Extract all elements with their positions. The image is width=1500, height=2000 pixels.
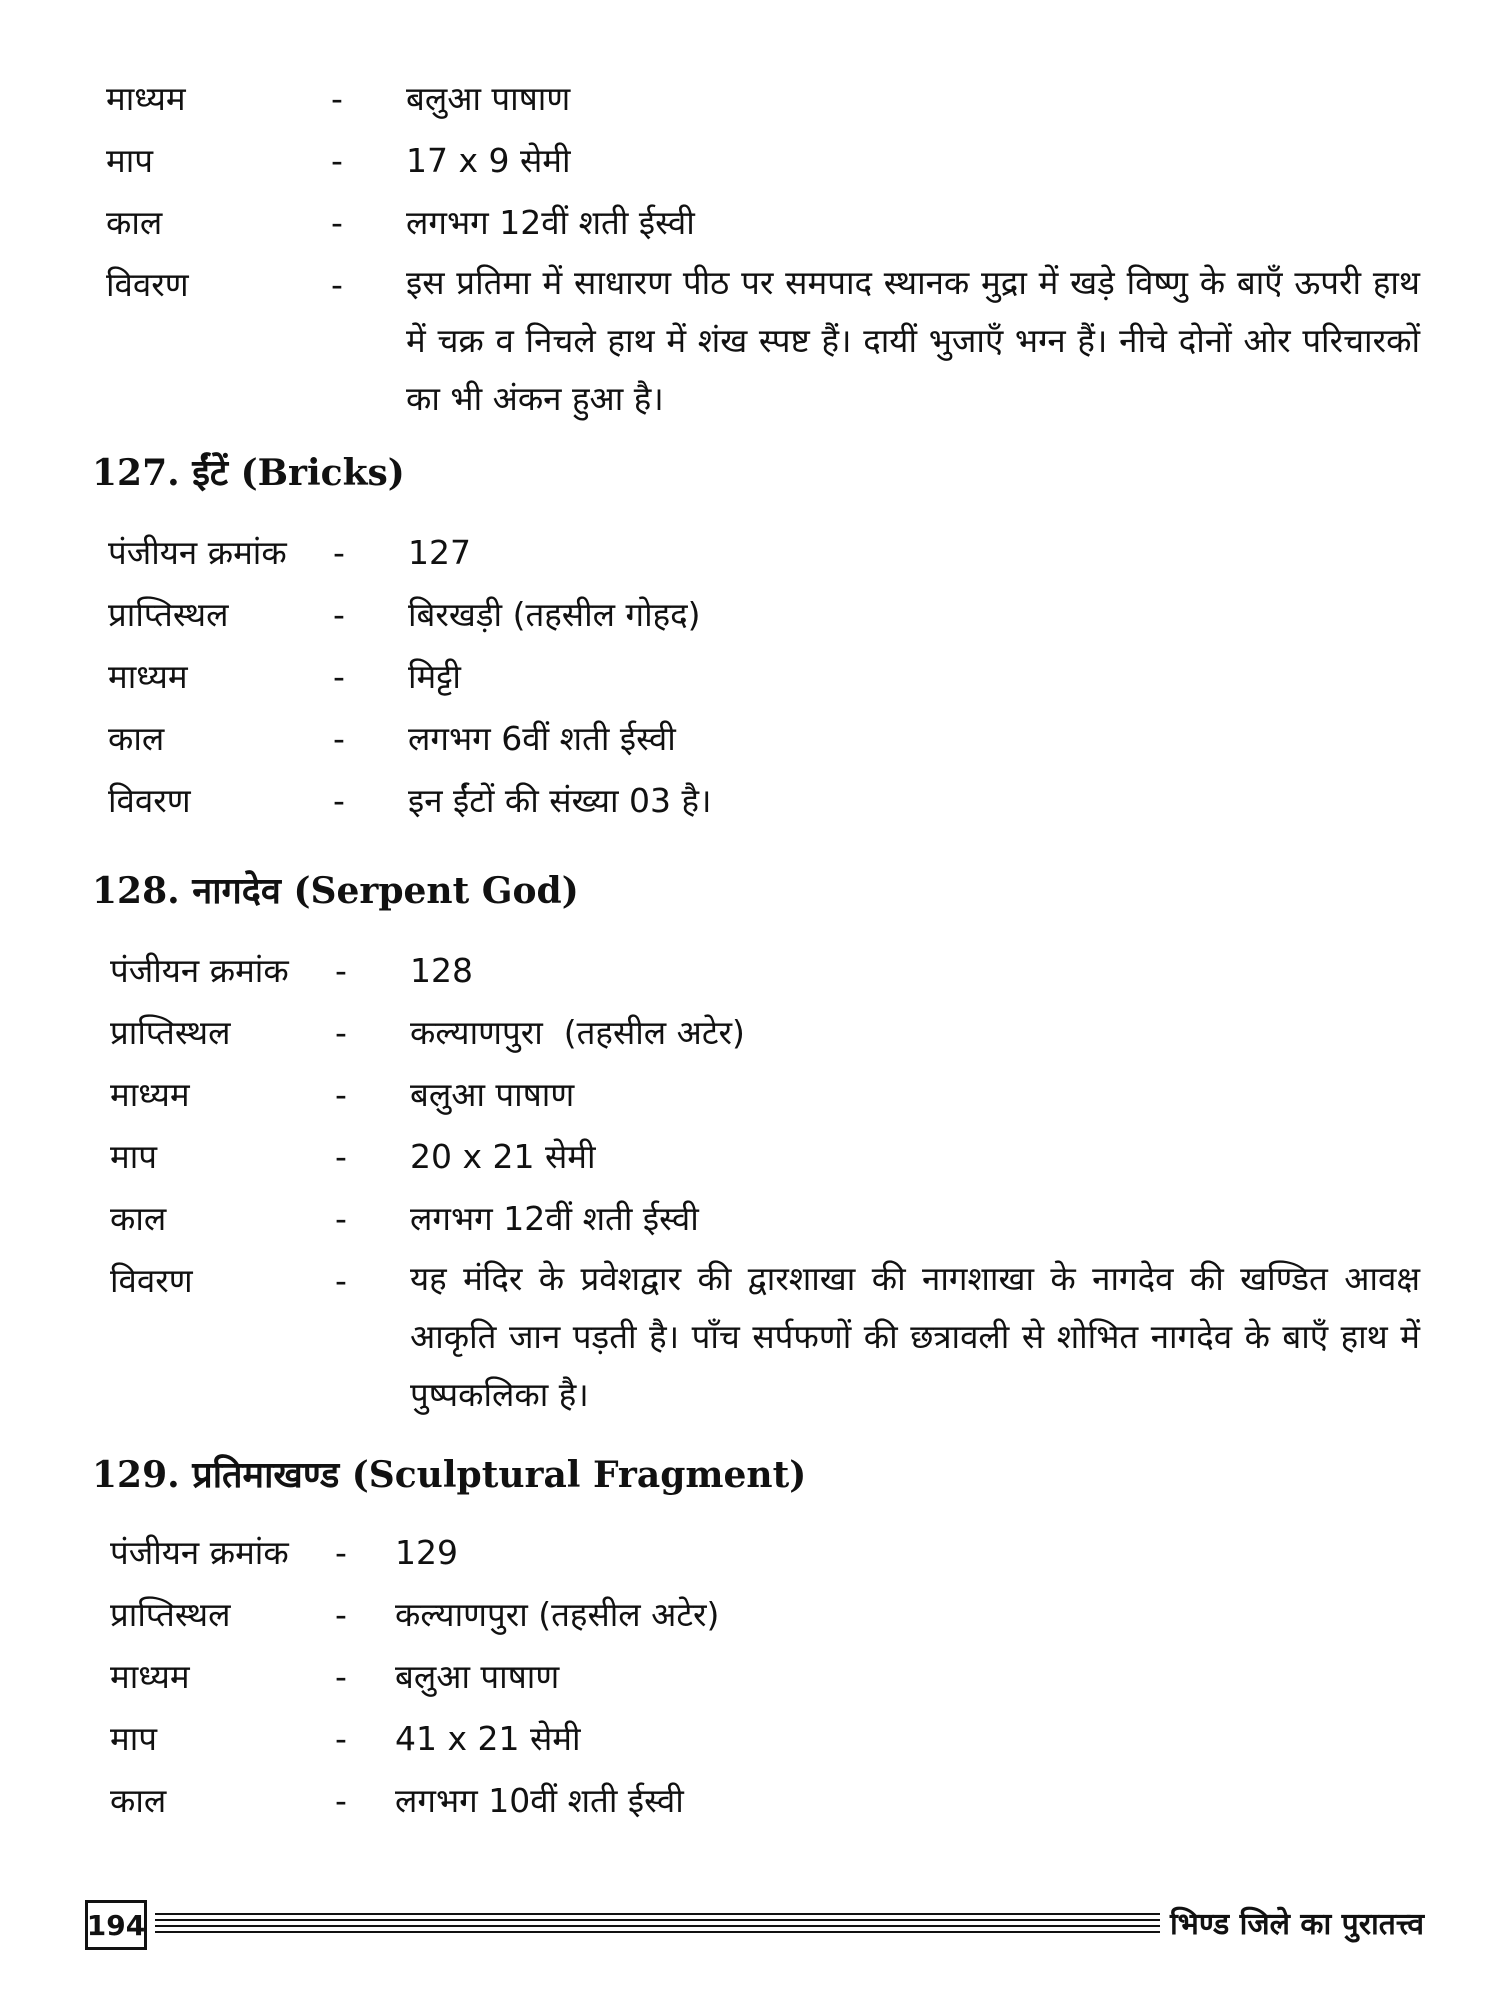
- field-separator: -: [333, 533, 345, 572]
- entry-129-fields: [0, 1522, 1500, 1832]
- page-number: 194: [85, 1900, 147, 1950]
- field-separator: -: [335, 1261, 347, 1300]
- field-label: प्राप्तिस्थल: [110, 1013, 231, 1052]
- field-row-registration: [108, 522, 1500, 584]
- field-row-description: [110, 1250, 1500, 1424]
- field-label: माप: [110, 1719, 158, 1758]
- field-value: 128: [410, 951, 473, 990]
- field-value-description: इस प्रतिमा में साधारण पीठ पर समपाद स्थानक मुद्रा में खड़े विष्णु के बाएँ ऊपरी हाथ में चक्र व निचले हाथ में शंख स्पष्ट हैं। दायीं भुजाएँ भग्न हैं। नीचे दोनों ओर परिचारकों का भी अंकन हुआ है।: [406, 263, 1420, 418]
- field-row-period: [108, 708, 1500, 770]
- field-separator: -: [335, 1199, 347, 1238]
- field-label: काल: [110, 1781, 167, 1820]
- field-label: विवरण: [108, 781, 191, 820]
- field-value-description: यह मंदिर के प्रवेशद्वार की द्वारशाखा की नागशाखा के नागदेव की खण्डित आवक्ष आकृति जान पड़ती है। पाँच सर्पफणों की छत्रावली से शोभित नागदेव के बाएँ हाथ में पुष्पकलिका है।: [410, 1259, 1420, 1414]
- field-label: प्राप्तिस्थल: [108, 595, 229, 634]
- field-value: बलुआ पाषाण: [406, 79, 571, 118]
- field-label: विवरण: [106, 265, 189, 304]
- field-row-size: [106, 130, 1500, 192]
- field-label: माध्यम: [108, 657, 188, 696]
- field-value: कल्याणपुरा (तहसील अटेर): [410, 1013, 745, 1052]
- field-row-period: [106, 192, 1500, 254]
- field-value: बलुआ पाषाण: [410, 1075, 575, 1114]
- footer-rule: [155, 1931, 1160, 1933]
- field-label: विवरण: [110, 1261, 193, 1300]
- field-label: पंजीयन क्रमांक: [110, 951, 289, 990]
- field-row-description: [108, 770, 1500, 832]
- field-label: पंजीयन क्रमांक: [110, 1533, 289, 1572]
- field-label: काल: [110, 1199, 167, 1238]
- field-value: 17 x 9 सेमी: [406, 141, 571, 180]
- field-value: मिट्टी: [408, 657, 461, 696]
- field-separator: -: [333, 781, 345, 820]
- field-row-period: [110, 1770, 1500, 1832]
- field-value: लगभग 12वीं शती ईस्वी: [406, 203, 695, 242]
- field-separator: -: [333, 657, 345, 696]
- field-row-findspot: [108, 584, 1500, 646]
- field-row-findspot: [110, 1584, 1500, 1646]
- field-value: लगभग 6वीं शती ईस्वी: [408, 719, 676, 758]
- field-label: पंजीयन क्रमांक: [108, 533, 287, 572]
- field-value: इन ईंटों की संख्या 03 है।: [408, 781, 712, 820]
- field-separator: -: [335, 1013, 347, 1052]
- field-row-size: [110, 1708, 1500, 1770]
- field-separator: -: [335, 951, 347, 990]
- field-label: माध्यम: [106, 79, 186, 118]
- field-value: 127: [408, 533, 471, 572]
- field-value: 41 x 21 सेमी: [395, 1719, 581, 1758]
- field-row-size: [110, 1126, 1500, 1188]
- footer-rule: [155, 1919, 1160, 1921]
- entry-continuation: [0, 68, 1500, 428]
- field-separator: -: [331, 203, 343, 242]
- field-separator: -: [335, 1595, 347, 1634]
- entry-heading-127: 127. ईंटें (Bricks): [92, 452, 405, 494]
- field-row-registration: [110, 1522, 1500, 1584]
- field-label: प्राप्तिस्थल: [110, 1595, 231, 1634]
- field-value: 129: [395, 1533, 458, 1572]
- field-row-medium: [110, 1646, 1500, 1708]
- field-separator: -: [331, 79, 343, 118]
- field-row-medium: [106, 68, 1500, 130]
- field-value: बलुआ पाषाण: [395, 1657, 560, 1696]
- field-row-medium: [108, 646, 1500, 708]
- footer-rule: [155, 1925, 1160, 1927]
- field-separator: -: [333, 595, 345, 634]
- field-separator: -: [335, 1533, 347, 1572]
- book-title: भिण्ड जिले का पुरातत्त्व: [1170, 1907, 1425, 1942]
- field-label: माप: [110, 1137, 158, 1176]
- footer-rule: [155, 1913, 1160, 1915]
- field-value: लगभग 10वीं शती ईस्वी: [395, 1781, 684, 1820]
- field-separator: -: [335, 1719, 347, 1758]
- field-separator: -: [333, 719, 345, 758]
- field-value: लगभग 12वीं शती ईस्वी: [410, 1199, 699, 1238]
- entry-127-fields: [0, 522, 1500, 832]
- field-label: काल: [108, 719, 165, 758]
- entry-128-fields: [0, 940, 1500, 1424]
- page-footer: [85, 1900, 1455, 1954]
- field-separator: -: [331, 141, 343, 180]
- field-label: माध्यम: [110, 1075, 190, 1114]
- field-label: माध्यम: [110, 1657, 190, 1696]
- field-separator: -: [335, 1137, 347, 1176]
- field-label: काल: [106, 203, 163, 242]
- field-value: बिरखड़ी (तहसील गोहद): [408, 595, 701, 634]
- field-row-description: [106, 254, 1500, 428]
- field-row-findspot: [110, 1002, 1500, 1064]
- field-separator: -: [335, 1781, 347, 1820]
- field-separator: -: [335, 1657, 347, 1696]
- field-separator: -: [335, 1075, 347, 1114]
- field-row-medium: [110, 1064, 1500, 1126]
- field-row-period: [110, 1188, 1500, 1250]
- entry-heading-128: 128. नागदेव (Serpent God): [92, 870, 579, 912]
- entry-heading-129: 129. प्रतिमाखण्ड (Sculptural Fragment): [92, 1454, 807, 1496]
- field-row-registration: [110, 940, 1500, 1002]
- field-separator: -: [331, 265, 343, 304]
- field-label: माप: [106, 141, 154, 180]
- field-value: कल्याणपुरा (तहसील अटेर): [395, 1595, 720, 1634]
- field-value: 20 x 21 सेमी: [410, 1137, 596, 1176]
